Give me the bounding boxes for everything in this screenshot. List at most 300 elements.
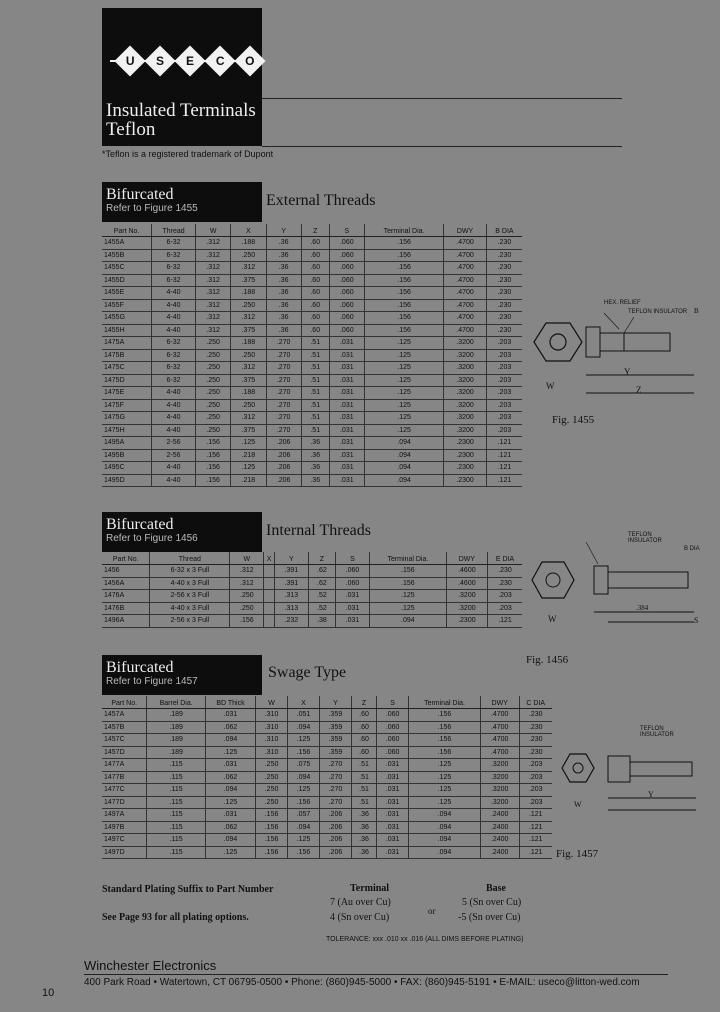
- column-header: DWY: [446, 552, 487, 565]
- table-row: [102, 721, 552, 734]
- column-header: B DIA: [486, 224, 522, 237]
- table-cell: 4-40: [152, 424, 196, 437]
- table-cell: .4600: [446, 565, 487, 578]
- table-cell: [264, 590, 274, 603]
- table-cell: .031: [205, 809, 255, 822]
- plating-suffix-label: Standard Plating Suffix to Part Number: [102, 884, 274, 895]
- column-header: X: [231, 224, 266, 237]
- table-cell: .031: [377, 846, 409, 859]
- table-cell: .060: [329, 274, 364, 287]
- table-cell: .250: [195, 399, 230, 412]
- table-cell: 1475H: [102, 424, 152, 437]
- table-cell: .230: [519, 709, 552, 722]
- plating-terminal-head: Terminal: [350, 883, 390, 894]
- table-cell: .094: [409, 821, 481, 834]
- table-cell: .359: [319, 709, 351, 722]
- table-cell: .3200: [480, 784, 519, 797]
- table-row: [102, 602, 522, 615]
- table-cell: .156: [364, 287, 443, 300]
- plating-base-2: -5 (Sn over Cu): [458, 912, 521, 923]
- table-cell: .094: [288, 771, 320, 784]
- table-cell: .250: [256, 796, 288, 809]
- table-cell: .060: [377, 746, 409, 759]
- table-cell: .206: [319, 846, 351, 859]
- table-cell: .51: [301, 399, 329, 412]
- logo-diamond: O: [234, 45, 265, 76]
- table-cell: .270: [266, 374, 301, 387]
- table-cell: .115: [147, 796, 205, 809]
- table-cell: .51: [301, 424, 329, 437]
- column-header: Thread: [152, 224, 196, 237]
- table-row: [102, 312, 522, 325]
- table-cell: .206: [319, 821, 351, 834]
- table-cell: .230: [519, 746, 552, 759]
- logo-letters: [116, 50, 264, 72]
- table-cell: .250: [230, 602, 264, 615]
- table-cell: .031: [377, 809, 409, 822]
- table-cell: .312: [195, 274, 230, 287]
- table-cell: .2300: [446, 615, 487, 628]
- table-cell: .031: [329, 374, 364, 387]
- table-cell: .203: [519, 796, 552, 809]
- label-teflon: TEFLON INSULATOR: [640, 726, 674, 738]
- table-cell: 4-40: [152, 462, 196, 475]
- plating-or: or: [428, 906, 436, 916]
- table-cell: .230: [519, 734, 552, 747]
- table-cell: .188: [231, 237, 266, 250]
- table-cell: .203: [486, 424, 522, 437]
- table-cell: .125: [288, 734, 320, 747]
- table-row: [102, 590, 522, 603]
- table-cell: .230: [486, 287, 522, 300]
- table-cell: .031: [329, 474, 364, 487]
- table-cell: 6-32: [152, 362, 196, 375]
- table-cell: .62: [308, 565, 335, 578]
- table-cell: .031: [329, 449, 364, 462]
- table-row: [102, 287, 522, 300]
- table-cell: .232: [274, 615, 308, 628]
- table-cell: .060: [335, 577, 369, 590]
- table-cell: .203: [486, 349, 522, 362]
- table-cell: .375: [231, 374, 266, 387]
- table-cell: .156: [364, 262, 443, 275]
- table-cell: .115: [147, 784, 205, 797]
- table-row: [102, 834, 552, 847]
- table-cell: 1475C: [102, 362, 152, 375]
- table-cell: .36: [266, 312, 301, 325]
- table-cell: .125: [370, 602, 447, 615]
- table-cell: .310: [256, 721, 288, 734]
- column-header: S: [329, 224, 364, 237]
- table-cell: 4-40: [152, 287, 196, 300]
- table-cell: .51: [351, 784, 376, 797]
- table-cell: 1457C: [102, 734, 147, 747]
- table-cell: .270: [319, 796, 351, 809]
- figure-caption-1457: Fig. 1457: [556, 848, 599, 860]
- table-cell: .121: [488, 615, 523, 628]
- table-row: [102, 362, 522, 375]
- table-cell: .156: [256, 821, 288, 834]
- plating-terminal-2: 4 (Sn over Cu): [330, 912, 390, 923]
- table-cell: .62: [308, 577, 335, 590]
- table-cell: .156: [256, 834, 288, 847]
- table-cell: .156: [288, 796, 320, 809]
- table-cell: .189: [147, 734, 205, 747]
- column-header: DWY: [480, 696, 519, 709]
- table-cell: .031: [377, 759, 409, 772]
- table-cell: .125: [409, 796, 481, 809]
- table-cell: .312: [195, 324, 230, 337]
- table-cell: .51: [301, 349, 329, 362]
- table-cell: .060: [377, 734, 409, 747]
- table-cell: [264, 565, 274, 578]
- table-cell: .52: [308, 602, 335, 615]
- table-cell: .125: [370, 590, 447, 603]
- table-cell: 6-32: [152, 274, 196, 287]
- table-cell: .031: [329, 387, 364, 400]
- table-cell: .156: [195, 474, 230, 487]
- table-cell: 4-40 x 3 Full: [150, 577, 230, 590]
- table-row: [102, 821, 552, 834]
- table-cell: .313: [274, 602, 308, 615]
- table-cell: 1455H: [102, 324, 152, 337]
- table-cell: .115: [147, 771, 205, 784]
- table-cell: .230: [488, 577, 523, 590]
- logo-diamond: U: [114, 45, 145, 76]
- table-cell: .312: [231, 312, 266, 325]
- table-cell: .359: [319, 746, 351, 759]
- table-cell: 6-32 x 3 Full: [150, 565, 230, 578]
- column-header: Terminal Dia.: [364, 224, 443, 237]
- table-cell: .031: [329, 437, 364, 450]
- table-cell: .060: [329, 237, 364, 250]
- table-cell: .203: [519, 759, 552, 772]
- table-cell: .156: [364, 249, 443, 262]
- table-cell: 1476A: [102, 590, 150, 603]
- table-cell: .4700: [480, 721, 519, 734]
- column-header: Part No.: [102, 552, 150, 565]
- table-cell: .230: [486, 274, 522, 287]
- table-cell: 4-40: [152, 474, 196, 487]
- table-cell: .060: [329, 324, 364, 337]
- table-cell: 1477A: [102, 759, 147, 772]
- table-cell: 2-56: [152, 437, 196, 450]
- table-cell: .310: [256, 709, 288, 722]
- table-cell: .36: [266, 287, 301, 300]
- table-cell: .51: [301, 362, 329, 375]
- table-cell: .203: [486, 337, 522, 350]
- table-cell: .270: [266, 337, 301, 350]
- table-cell: .3200: [480, 771, 519, 784]
- table-cell: .250: [231, 349, 266, 362]
- table-cell: .203: [488, 590, 523, 603]
- table-cell: .270: [319, 759, 351, 772]
- table-cell: .4600: [446, 577, 487, 590]
- table-cell: .156: [195, 462, 230, 475]
- table-cell: 1495D: [102, 474, 152, 487]
- table-cell: .031: [205, 709, 255, 722]
- column-header: W: [256, 696, 288, 709]
- table-cell: .250: [195, 362, 230, 375]
- table-cell: .51: [351, 771, 376, 784]
- table-cell: .36: [351, 821, 376, 834]
- table-row: [102, 771, 552, 784]
- table-cell: 4-40: [152, 299, 196, 312]
- table-cell: 4-40: [152, 387, 196, 400]
- table-cell: 2-56: [152, 449, 196, 462]
- column-header: Y: [274, 552, 308, 565]
- table-cell: .060: [329, 249, 364, 262]
- table-cell: .206: [319, 834, 351, 847]
- table-cell: .062: [205, 721, 255, 734]
- label-y: Y: [648, 790, 654, 799]
- table-cell: .36: [301, 449, 329, 462]
- table-cell: [264, 602, 274, 615]
- table-cell: .156: [409, 709, 481, 722]
- column-header: Z: [308, 552, 335, 565]
- table-cell: .121: [519, 809, 552, 822]
- table-cell: .312: [195, 299, 230, 312]
- table-cell: .3200: [444, 374, 487, 387]
- table-cell: 1475A: [102, 337, 152, 350]
- label-s: S: [694, 616, 699, 625]
- table-cell: .203: [519, 784, 552, 797]
- table-cell: 4-40: [152, 324, 196, 337]
- table-cell: .125: [205, 746, 255, 759]
- table-cell: .4700: [444, 287, 487, 300]
- table-cell: .156: [288, 846, 320, 859]
- table-cell: .115: [147, 759, 205, 772]
- table-cell: .4700: [444, 249, 487, 262]
- company-name: Winchester Electronics: [84, 958, 217, 973]
- table-cell: .125: [364, 424, 443, 437]
- tolerance-note: TOLERANCE: xxx .010 xx .016 (ALL DIMS BEFORE PLATING): [326, 936, 524, 943]
- table-row: [102, 437, 522, 450]
- table-cell: .230: [486, 324, 522, 337]
- table-row: [102, 424, 522, 437]
- table-cell: .4700: [444, 237, 487, 250]
- table-cell: .4700: [444, 312, 487, 325]
- table-row: [102, 734, 552, 747]
- table-cell: .121: [486, 437, 522, 450]
- table-cell: 4-40: [152, 312, 196, 325]
- table-cell: .075: [288, 759, 320, 772]
- table-cell: 6-32: [152, 262, 196, 275]
- table-cell: .312: [195, 249, 230, 262]
- table-cell: .250: [231, 299, 266, 312]
- table-cell: .270: [266, 424, 301, 437]
- label-y: Y: [624, 367, 631, 377]
- table-cell: .230: [486, 299, 522, 312]
- column-header: Y: [319, 696, 351, 709]
- table-row: [102, 387, 522, 400]
- table-cell: .3200: [444, 337, 487, 350]
- column-header: W: [230, 552, 264, 565]
- table-row: [102, 349, 522, 362]
- figure-1457: [556, 720, 706, 820]
- table-cell: .031: [329, 424, 364, 437]
- table-cell: 1495A: [102, 437, 152, 450]
- table-cell: .270: [266, 412, 301, 425]
- figure-caption-1456: Fig. 1456: [526, 654, 569, 666]
- figure-caption-1455: Fig. 1455: [552, 414, 595, 426]
- table-cell: .189: [147, 746, 205, 759]
- plating-terminal-1: 7 (Au over Cu): [330, 897, 391, 908]
- table-cell: .250: [195, 337, 230, 350]
- table-cell: .60: [301, 299, 329, 312]
- table-cell: .230: [486, 262, 522, 275]
- table-cell: .125: [364, 337, 443, 350]
- footer-rule: [84, 974, 668, 975]
- table-cell: .359: [319, 721, 351, 734]
- table-cell: .250: [256, 784, 288, 797]
- table-cell: .312: [195, 237, 230, 250]
- table-cell: .060: [329, 299, 364, 312]
- table-cell: .312: [231, 412, 266, 425]
- table-row: [102, 299, 522, 312]
- column-header: W: [195, 224, 230, 237]
- section-title-external: External Threads: [266, 192, 376, 209]
- table-cell: .36: [301, 474, 329, 487]
- table-cell: .36: [266, 299, 301, 312]
- table-cell: .3200: [444, 349, 487, 362]
- table-cell: .375: [231, 324, 266, 337]
- table-cell: .312: [195, 262, 230, 275]
- plating-see-page: See Page 93 for all plating options.: [102, 912, 249, 923]
- label-teflon: TEFLON INSULATOR: [628, 309, 688, 315]
- table-cell: .125: [364, 349, 443, 362]
- table-row: [102, 324, 522, 337]
- table-cell: .031: [377, 784, 409, 797]
- table-cell: .189: [147, 709, 205, 722]
- table-cell: .60: [301, 287, 329, 300]
- logo-diamond: C: [204, 45, 235, 76]
- table-cell: .115: [147, 834, 205, 847]
- table-cell: .391: [274, 565, 308, 578]
- table-cell: .060: [329, 287, 364, 300]
- table-cell: 1475B: [102, 349, 152, 362]
- table-cell: .38: [308, 615, 335, 628]
- table-row: [102, 846, 552, 859]
- column-header: Z: [301, 224, 329, 237]
- table-cell: .312: [230, 577, 264, 590]
- table-row: [102, 796, 552, 809]
- table-cell: .156: [409, 734, 481, 747]
- table-cell: .2400: [480, 846, 519, 859]
- table-row: [102, 374, 522, 387]
- table-cell: 1475D: [102, 374, 152, 387]
- table-cell: .057: [288, 809, 320, 822]
- table-cell: .094: [205, 834, 255, 847]
- table-cell: .115: [147, 846, 205, 859]
- figure-1456: [524, 532, 714, 632]
- table-cell: .230: [488, 565, 523, 578]
- table-cell: .094: [205, 734, 255, 747]
- table-cell: 1475G: [102, 412, 152, 425]
- page-number: 10: [42, 987, 55, 999]
- table-row: [102, 237, 522, 250]
- table-row: [102, 709, 552, 722]
- table-cell: .031: [335, 615, 369, 628]
- spec-table-internal: [102, 552, 522, 628]
- table-row: [102, 337, 522, 350]
- column-header: BD Thick: [205, 696, 255, 709]
- table-cell: .250: [195, 374, 230, 387]
- section-title-internal: Internal Threads: [266, 522, 371, 539]
- table-cell: .3200: [446, 602, 487, 615]
- table-row: [102, 412, 522, 425]
- table-row: [102, 474, 522, 487]
- table-cell: .203: [486, 387, 522, 400]
- table-row: [102, 399, 522, 412]
- table-cell: .125: [409, 759, 481, 772]
- table-row: [102, 784, 552, 797]
- table-cell: .203: [488, 602, 523, 615]
- table-cell: .121: [486, 449, 522, 462]
- table-cell: .206: [266, 449, 301, 462]
- label-w: W: [548, 614, 557, 624]
- table-cell: .125: [288, 784, 320, 797]
- table-cell: .36: [301, 437, 329, 450]
- table-cell: .270: [266, 349, 301, 362]
- table-cell: 1455E: [102, 287, 152, 300]
- table-cell: .60: [301, 312, 329, 325]
- table-cell: .4700: [480, 746, 519, 759]
- table-cell: .4700: [444, 274, 487, 287]
- table-cell: .52: [308, 590, 335, 603]
- table-cell: .2400: [480, 834, 519, 847]
- table-cell: .156: [364, 237, 443, 250]
- table-cell: .156: [230, 615, 264, 628]
- table-cell: .062: [205, 771, 255, 784]
- spec-table-external: [102, 224, 522, 487]
- table-cell: .060: [377, 721, 409, 734]
- table-cell: .3200: [444, 412, 487, 425]
- table-header-row: [102, 552, 522, 565]
- table-cell: .375: [231, 424, 266, 437]
- plating-base-1: 5 (Sn over Cu): [462, 897, 522, 908]
- table-cell: .156: [364, 324, 443, 337]
- table-cell: .031: [329, 412, 364, 425]
- table-cell: .206: [266, 462, 301, 475]
- table-cell: .312: [230, 565, 264, 578]
- table-cell: .156: [364, 312, 443, 325]
- table-cell: .2400: [480, 821, 519, 834]
- table-cell: .125: [364, 412, 443, 425]
- table-cell: .094: [364, 437, 443, 450]
- table-cell: .60: [351, 734, 376, 747]
- label-384: .384: [636, 604, 649, 612]
- table-cell: .230: [519, 721, 552, 734]
- table-cell: .203: [519, 771, 552, 784]
- table-cell: .218: [231, 449, 266, 462]
- table-cell: .36: [266, 262, 301, 275]
- table-cell: 1457A: [102, 709, 147, 722]
- table-cell: 6-32: [152, 374, 196, 387]
- table-cell: .270: [266, 362, 301, 375]
- table-cell: .312: [231, 362, 266, 375]
- table-cell: .312: [195, 287, 230, 300]
- table-cell: .094: [370, 615, 447, 628]
- table-cell: .36: [266, 249, 301, 262]
- table-cell: .094: [409, 846, 481, 859]
- table-cell: .060: [329, 262, 364, 275]
- column-header: Terminal Dia.: [409, 696, 481, 709]
- table-cell: .156: [364, 274, 443, 287]
- table-cell: .121: [486, 462, 522, 475]
- table-cell: .156: [256, 809, 288, 822]
- table-cell: .230: [486, 249, 522, 262]
